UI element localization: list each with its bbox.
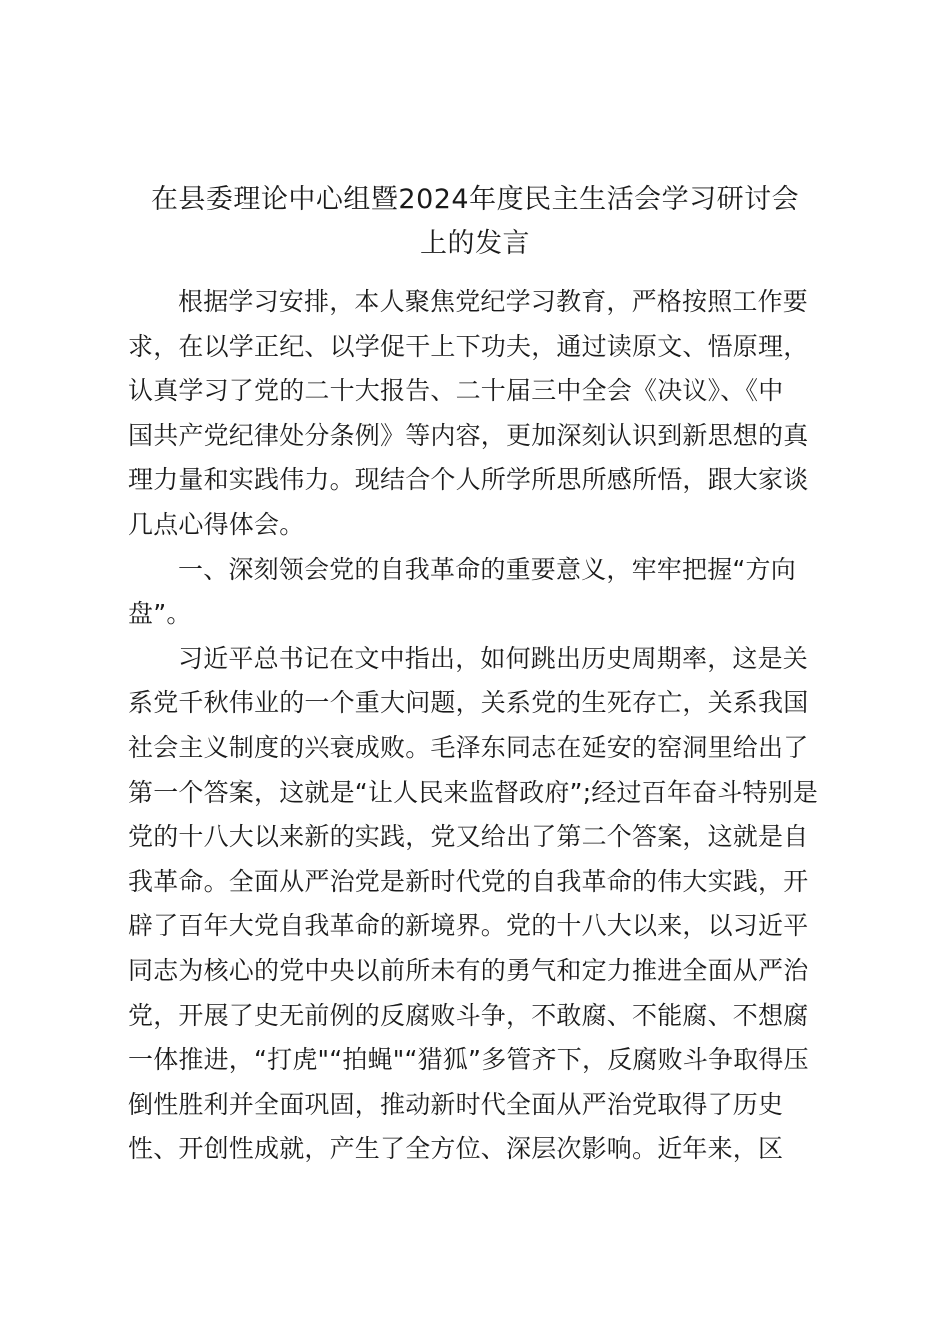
paragraph-intro [128,280,838,548]
text-line: 系党千秋伟业的一个重大问题，关系党的生死存亡，关系我国 [128,688,809,718]
text-line: 党，开展了史无前例的反腐败斗争，不敢腐、不能腐、不想腐 [128,1000,809,1030]
text-line: 倒性胜利并全面巩固，推动新时代全面从严治党取得了历史 [128,1089,784,1119]
title-line-2: 上的发言 [420,228,530,259]
text-line: 几点心得体会。 [128,509,305,539]
document-title [120,178,830,266]
section-heading-1 [128,548,838,637]
document-body [128,280,838,1172]
text-line: 盘”。 [128,599,192,629]
title-line-1: 在县委理论中心组暨2024年度民主生活会学习研讨会 [150,184,800,215]
text-line: 我革命。全面从严治党是新时代党的自我革命的伟大实践，开 [128,866,809,896]
text-line: 党的十八大以来新的实践，党又给出了第二个答案，这就是自 [128,822,809,852]
text-line: 第一个答案，这就是“让人民来监督政府”;经过百年奋斗特别是 [128,777,819,807]
text-line: 性、开创性成就，产生了全方位、深层次影响。近年来，区 [128,1134,784,1164]
text-line: 习近平总书记在文中指出，如何跳出历史周期率，这是关 [178,643,809,673]
paragraph-body [128,637,838,1172]
text-line: 理力量和实践伟力。现结合个人所学所思所感所悟，跟大家谈 [128,465,809,495]
text-line: 根据学习安排，本人聚焦党纪学习教育，严格按照工作要 [178,287,809,316]
text-line: 辟了百年大党自我革命的新境界。党的十八大以来，以习近平 [128,911,809,941]
text-line: 一、深刻领会党的自我革命的重要意义，牢牢把握“方向 [178,554,796,584]
text-line: 一体推进，“打虎"“拍蝇"“猎狐”多管齐下，反腐败斗争取得压 [128,1045,809,1075]
text-line: 国共产党纪律处分条例》等内容，更加深刻认识到新思想的真 [128,420,809,450]
text-line: 社会主义制度的兴衰成败。毛泽东同志在延安的窑洞里给出了 [128,732,809,762]
text-line: 同志为核心的党中央以前所未有的勇气和定力推进全面从严治 [128,955,809,985]
text-line: 认真学习了党的二十大报告、二十届三中全会《决议》、《中 [128,376,784,406]
text-line: 求，在以学正纪、以学促干上下功夫，通过读原文、悟原理， [128,331,809,361]
